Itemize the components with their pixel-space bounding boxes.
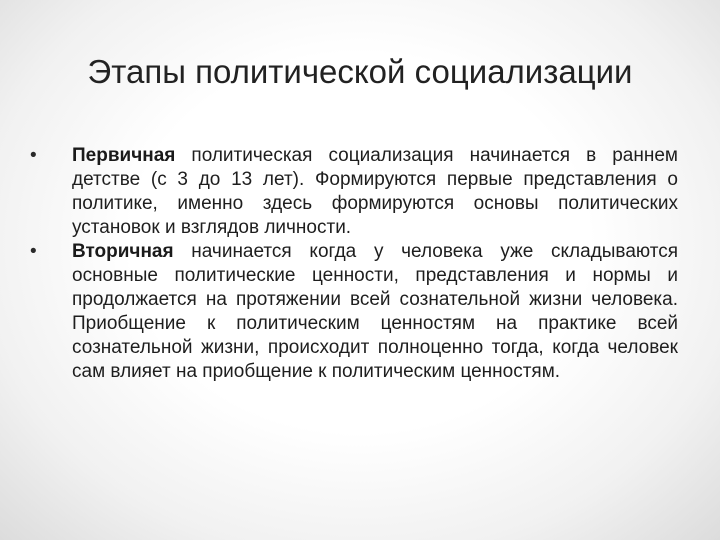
slide-title: Этапы политической социализации (87, 53, 633, 90)
bullet-list (30, 144, 678, 384)
bullet-dot-icon: • (30, 145, 37, 166)
bullet-dot-icon: • (30, 241, 37, 262)
bullet-text: начинается когда у человека уже складываются основные политические ценности, представления и нормы и продолжается на протяжении всей сознательной жизни человека. Приобщение к политическим ценностям на практике всей сознательной жизни, происходит полноценно тогда, когда человек сам влияет на приобщение к политическим ценностям. (72, 241, 678, 382)
bullet-term: Вторичная (72, 241, 174, 262)
bullet-text: политическая социализация начинается в раннем детстве (с 3 до 13 лет). Формируются первые представления о политике, именно здесь формируются основы политических установок и взглядов личности. (72, 145, 678, 238)
bullet-term: Первичная (72, 145, 176, 166)
bullet-item-secondary (30, 240, 678, 384)
bullet-item-primary (30, 144, 678, 240)
